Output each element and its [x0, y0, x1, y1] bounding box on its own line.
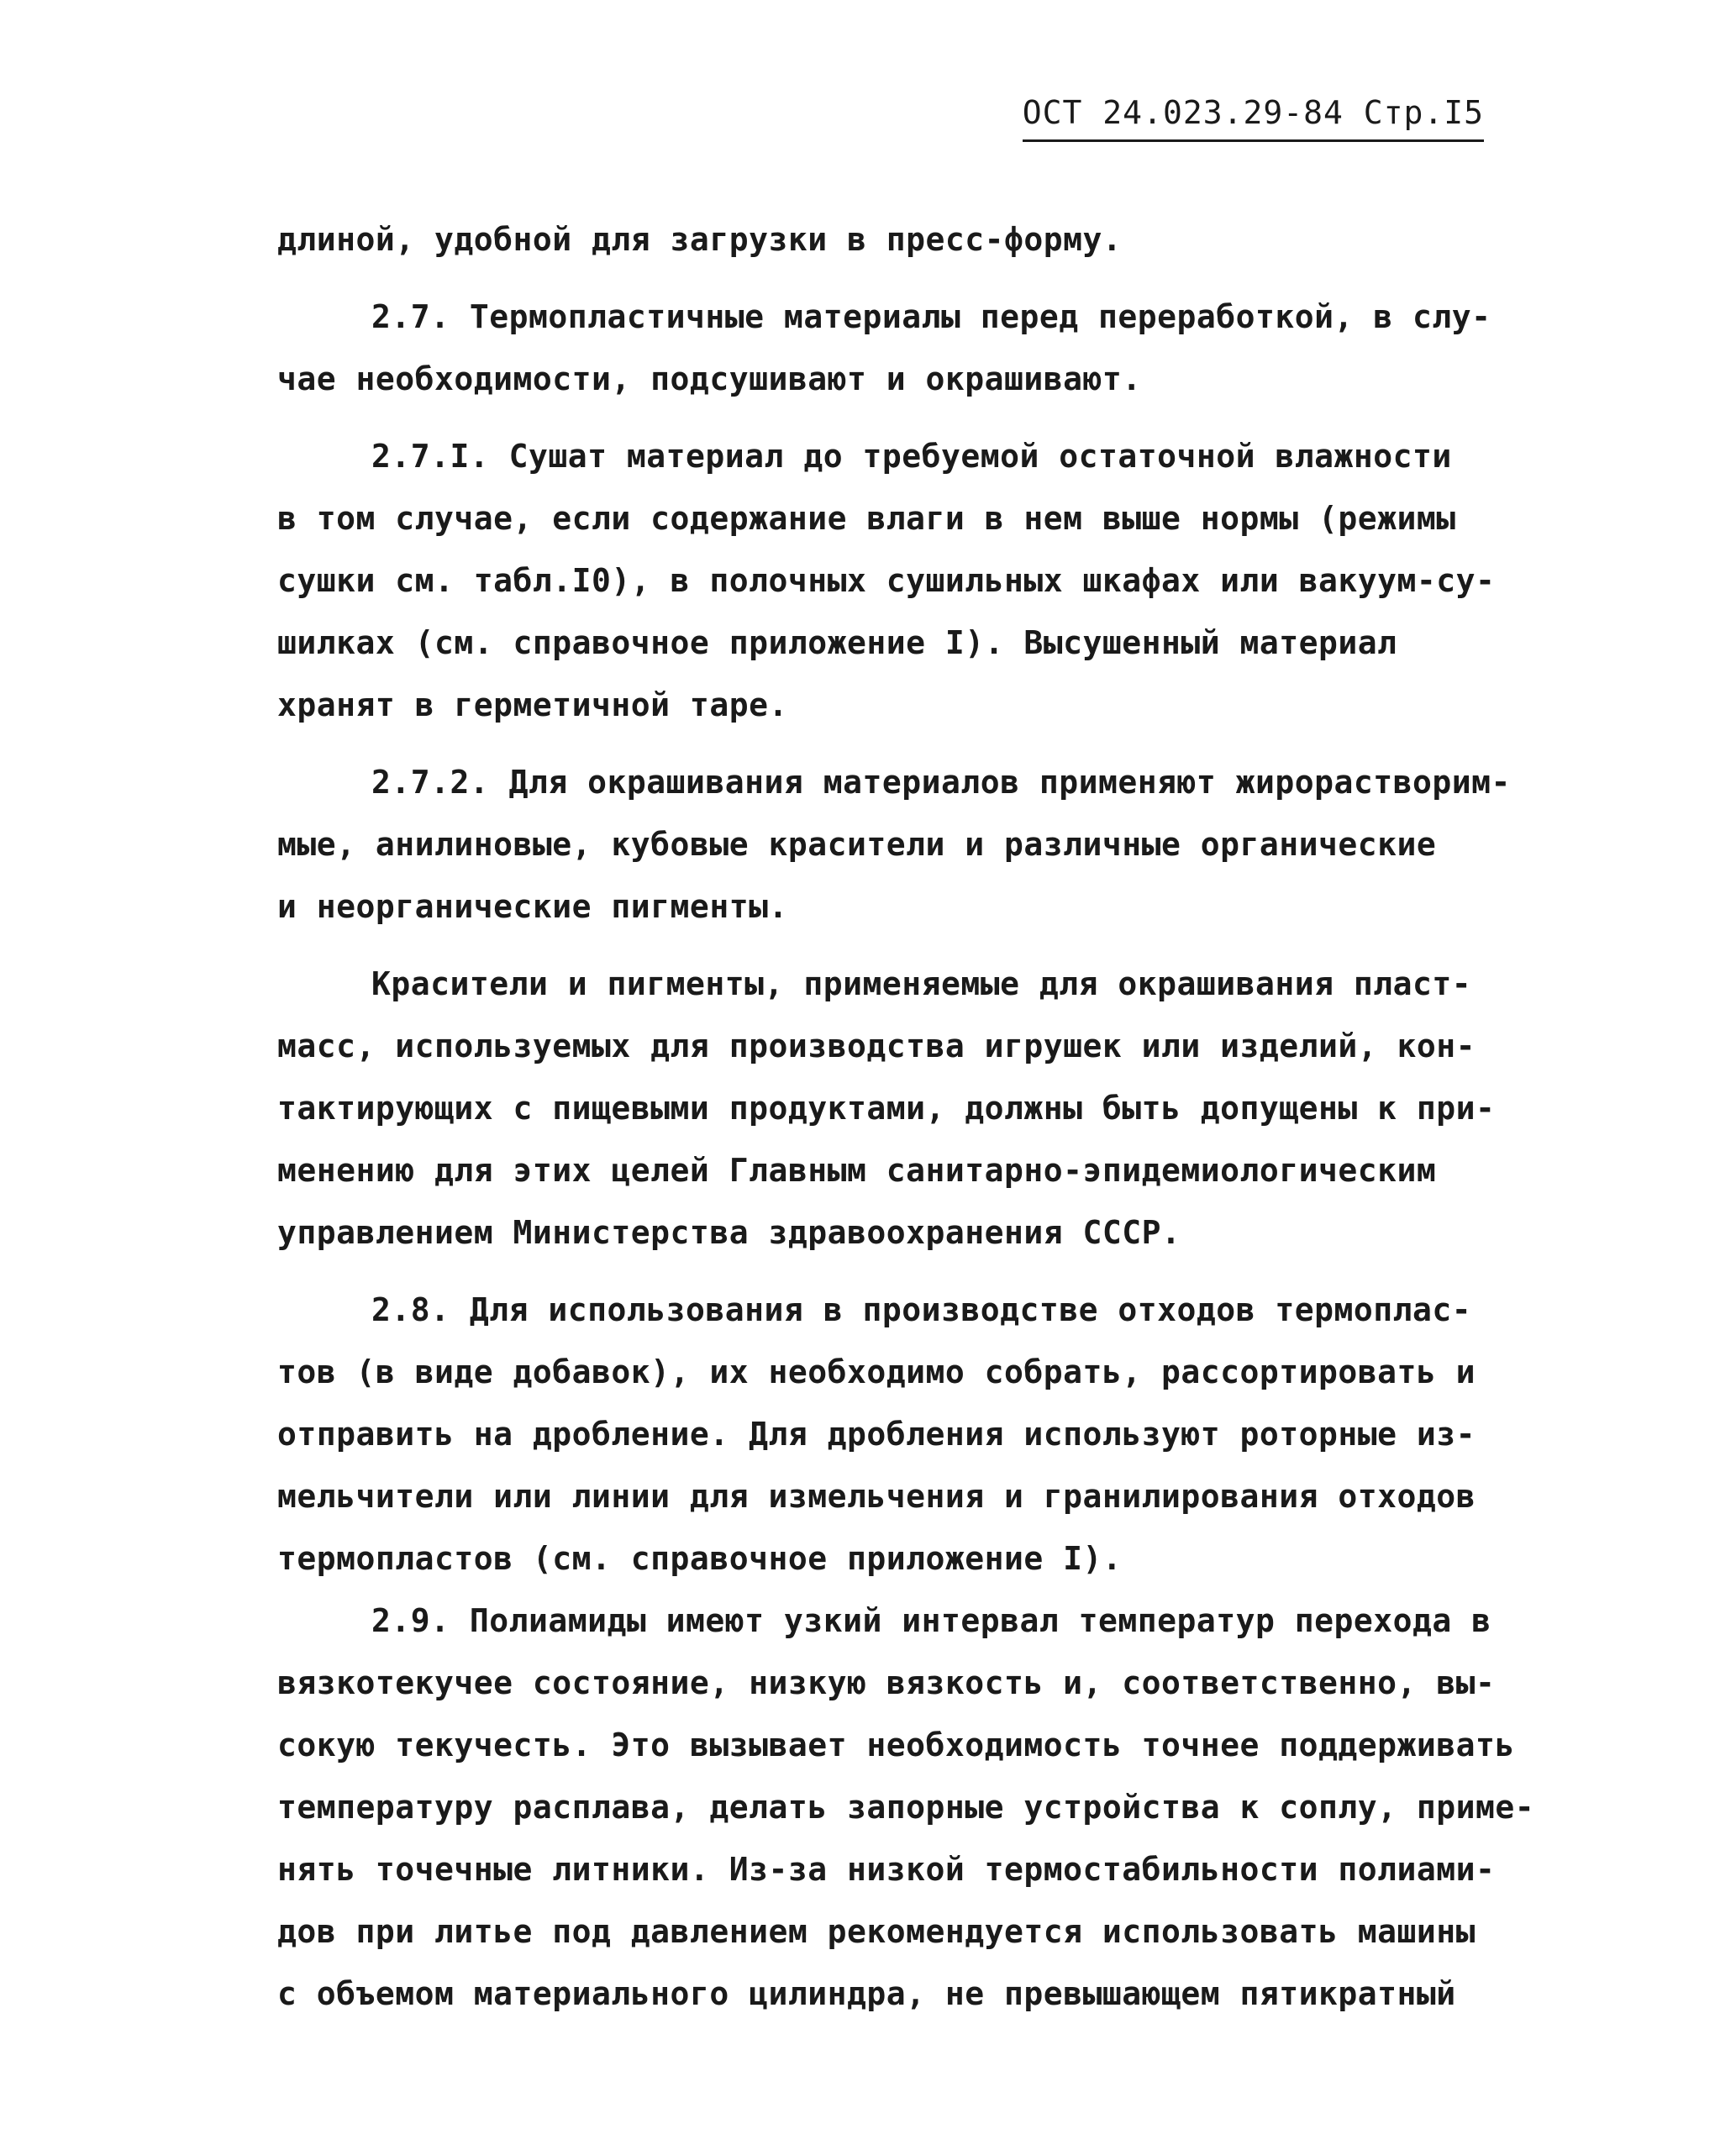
text-line: и неорганические пигменты. — [277, 888, 788, 925]
text-line: дов при литье под давлением рекомендуется использовать машины — [277, 1913, 1476, 1950]
text-line: длиной, удобной для загрузки в пресс-форму. — [277, 221, 1123, 258]
paragraph-2-8-line: 2.8. Для использования в производстве отходов термоплас- — [371, 1291, 1472, 1328]
paragraph-2-9-line: 2.9. Полиамиды имеют узкий интервал температур перехода в — [371, 1602, 1491, 1639]
text-line: хранят в герметичной таре. — [277, 686, 788, 723]
text-line: тов (в виде добавок), их необходимо собрать, рассортировать и — [277, 1353, 1476, 1390]
text-line: сушки см. табл.I0), в полочных сушильных шкафах или вакуум-су- — [277, 562, 1496, 599]
text-line: в том случае, если содержание влаги в нем выше нормы (режимы — [277, 500, 1456, 537]
text-line: вязкотекучее состояние, низкую вязкость и, соответственно, вы- — [277, 1664, 1496, 1701]
paragraph-dyes-line: Красители и пигменты, применяемые для окрашивания пласт- — [371, 965, 1472, 1002]
text-line: нять точечные литники. Из-за низкой термостабильности полиами- — [277, 1851, 1496, 1888]
text-line: с объемом материального цилиндра, не превышающем пятикратный — [277, 1975, 1456, 2012]
text-line: мые, анилиновые, кубовые красители и различные органические — [277, 826, 1437, 863]
text-line: сокую текучесть. Это вызывает необходимость точнее поддерживать — [277, 1727, 1515, 1763]
text-line: управлением Министерства здравоохранения СССР. — [277, 1214, 1181, 1251]
text-line: тактирующих с пищевыми продуктами, должны быть допущены к при- — [277, 1090, 1496, 1127]
paragraph-2-7-2-line: 2.7.2. Для окрашивания материалов применяют жирорастворим- — [371, 764, 1511, 801]
text-line: термопластов (см. справочное приложение I). — [277, 1540, 1123, 1577]
text-line: шилках (см. справочное приложение I). Высушенный материал — [277, 624, 1397, 661]
document-header: ОСТ 24.023.29-84 Стр.I5 — [1023, 94, 1484, 142]
paragraph-2-7-line: 2.7. Термопластичные материалы перед переработкой, в слу- — [371, 298, 1491, 335]
document-body — [277, 208, 1535, 2025]
paragraph-2-7-1-line: 2.7.I. Сушат материал до требуемой остаточной влажности — [371, 438, 1452, 475]
text-line: мельчители или линии для измельчения и гранилирования отходов — [277, 1478, 1476, 1515]
text-line: чае необходимости, подсушивают и окрашивают. — [277, 360, 1142, 397]
text-line: отправить на дробление. Для дробления используют роторные из- — [277, 1416, 1476, 1453]
text-line: менению для этих целей Главным санитарно-эпидемиологическим — [277, 1152, 1437, 1189]
text-line: масс, используемых для производства игрушек или изделий, кон- — [277, 1028, 1476, 1064]
text-line: температуру расплава, делать запорные устройства к соплу, приме- — [277, 1789, 1535, 1826]
